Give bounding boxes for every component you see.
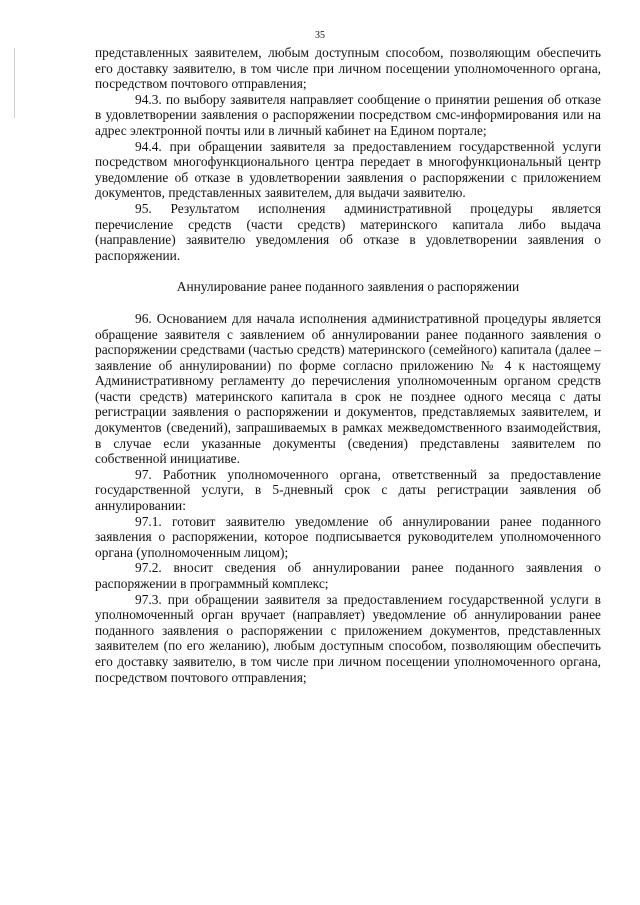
document-body bbox=[95, 45, 601, 685]
page-number: 35 bbox=[315, 30, 325, 41]
scan-margin-mark bbox=[14, 48, 15, 118]
paragraph-97-1: 97.1. готовит заявителю уведомление об аннулировании ранее поданного заявления о распоряжении, которое подписывается руководителем уполномоченного органа (уполномоченным лицом); bbox=[95, 513, 601, 560]
paragraph-94-3: 94.3. по выбору заявителя направляет сообщение о принятии решения об отказе в удовлетворении заявления о распоряжении посредством смс-информирования или на адрес электронной почты или в личный кабинет на Едином портале; bbox=[95, 91, 601, 138]
paragraph-94-4: 94.4. при обращении заявителя за предоставлением государственной услуги посредством многофункционального центра передает в многофункциональный центр уведомление об отказе в удовлетворении заявления о распоряжении с приложением документов, представленных заявителем, для выдачи заявителю. bbox=[95, 138, 601, 201]
paragraph-96: 96. Основанием для начала исполнения административной процедуры является обращение заявителя с заявлением об аннулировании ранее поданного заявления о распоряжении средствами (частью средств) материнского (семейного) капитала (далее – заявление об аннулировании) по форме согласно приложению № 4 к настоящему Административному регламенту до перечисления уполномоченным органом средств (части средств) материнского капитала в срок не позднее одного месяца с даты регистрации заявления о распоряжении и документов, представляемых заявителем, и документов (сведений), запрашиваемых в рамках межведомственного взаимодействия, в случае если указанные документы (сведения) представлены заявителем по собственной инициативе. bbox=[95, 310, 601, 467]
paragraph-95: 95. Результатом исполнения административной процедуры является перечисление средств (части средств) материнского капитала либо выдача (направление) заявителю уведомления об отказе в удовлетворении заявления о распоряжении. bbox=[95, 200, 601, 263]
paragraph-97: 97. Работник уполномоченного органа, ответственный за предоставление государственной услуги, в 5-дневный срок с даты регистрации заявления об аннулировании: bbox=[95, 466, 601, 514]
paragraph-97-2: 97.2. вносит сведения об аннулировании ранее поданного заявления о распоряжении в программный комплекс; bbox=[95, 560, 601, 591]
paragraph-97-3: 97.3. при обращении заявителя за предоставлением государственной услуги в уполномоченный орган вручает (направляет) уведомление об аннулировании ранее поданного заявления о распоряжении с приложением документов, представленных заявителем (по его желанию), любым доступным способом, позволяющим обеспечить его доставку заявителю, в том числе при личном посещении уполномоченного органа, посредством почтового отправления; bbox=[95, 591, 601, 685]
paragraph-continuation: представленных заявителем, любым доступным способом, позволяющим обеспечить его доставку заявителю, в том числе при личном посещении уполномоченного органа, посредством почтового отправления; bbox=[95, 45, 601, 92]
section-heading: Аннулирование ранее поданного заявления о распоряжении bbox=[176, 279, 520, 295]
